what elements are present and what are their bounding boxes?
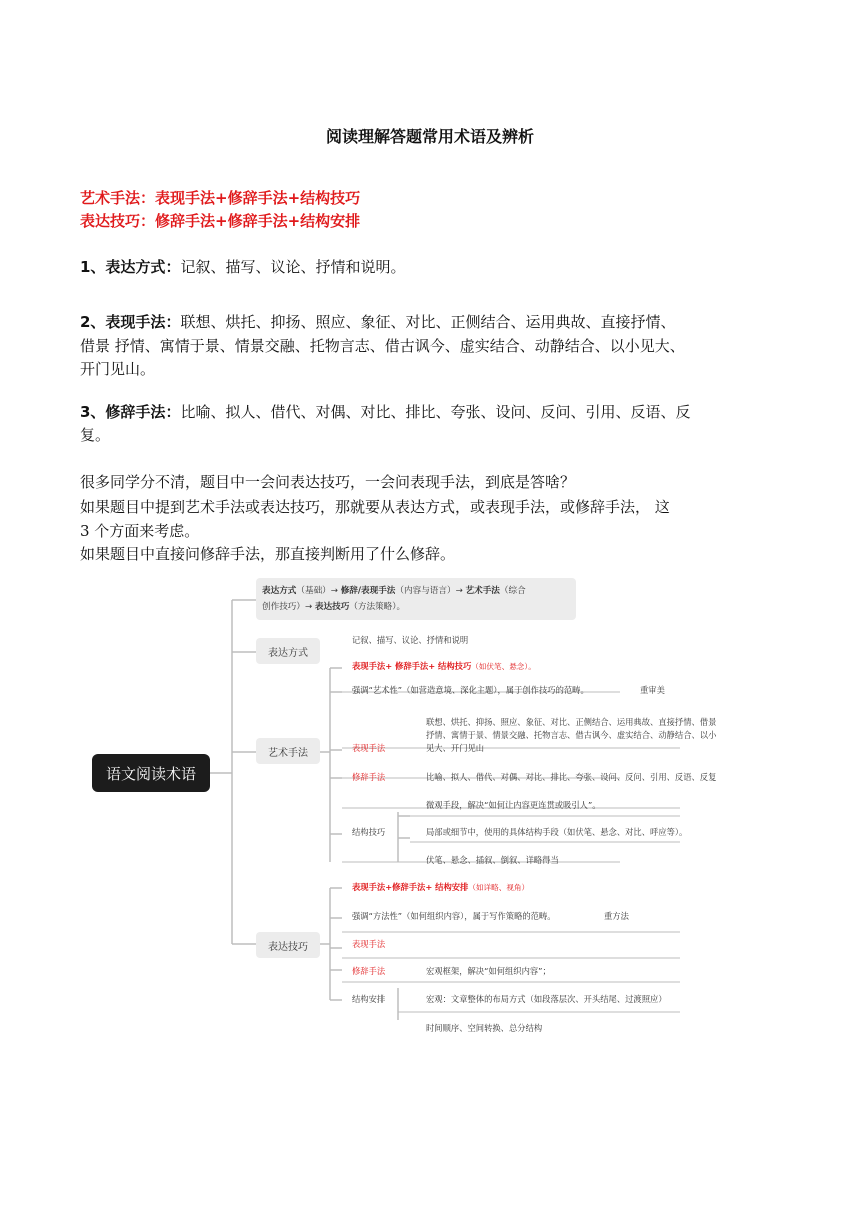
paragraph-line: 很多同学分不清，题目中一会问表达技巧，一会问表现手法，到底是答啥？: [80, 473, 576, 491]
skill-sub-structure: 结构安排: [352, 994, 386, 1004]
expression-skill-emphasis: 强调“方法性”（如何组织内容），属于写作策略的范畴。: [352, 911, 556, 921]
item-rhetoric: [80, 400, 780, 424]
item-heading: 2、表现手法：: [80, 313, 181, 331]
art-sub-expression-text-1: 联想、烘托、抑扬、照应、象征、对比、正侧结合、运用典故、直接抒情、借景: [426, 717, 717, 727]
paragraph-line: 如果题目中直接问修辞手法，那直接判断用了什么修辞。: [80, 545, 456, 563]
branch-expression-skill: 表达技巧: [256, 932, 320, 958]
art-sub-expression-text-2: 抒情、寓情于景、情景交融、托物言志、借古讽今、虚实结合、动静结合、以小: [426, 730, 717, 740]
item-body-cont: 借景 抒情、寓情于景、情景交融、托物言志、借古讽今、虚实结合、动静结合、以小见大、: [80, 337, 685, 355]
art-technique-tag: 重审美: [640, 685, 665, 695]
expression-skill-formula: 表达技巧：修辞手法+修辞手法+结构安排: [80, 212, 361, 230]
summary-term: 表达技巧: [314, 602, 350, 612]
item-body: 记叙、描写、议论、抒情和说明。: [180, 258, 406, 276]
summary-term: 表达方式: [262, 586, 297, 596]
summary-note: （基础）→: [296, 586, 341, 596]
expression-skill-tag: 重方法: [604, 911, 629, 921]
branch-expression-mode: 表达方式: [256, 638, 320, 664]
expression-skill-formula-node: [352, 881, 529, 894]
branch-expression-mode-text: 记叙、描写、议论、抒情和说明: [352, 635, 469, 645]
art-sub-expression-text-3: 见大、开门见山: [426, 743, 485, 753]
skill-sub-rhetoric-text: 宏观框架，解决“如何组织内容”；: [426, 966, 551, 976]
formula-note: （如详略、视角）: [468, 883, 530, 892]
art-sub-structure-text-1: 微观手段，解决“如何让内容更连贯或吸引人”。: [426, 800, 601, 810]
summary-note: 创作技巧）→: [262, 602, 315, 612]
art-sub-rhetoric-text: 比喻、拟人、借代、对偶、对比、排比、夸张、设问、反问、引用、反语、反复: [426, 772, 717, 782]
skill-sub-structure-text-1: 宏观：文章整体的布局方式（如段落层次、开头结尾、过渡照应）: [426, 994, 667, 1004]
item-body: 联想、烘托、抑扬、照应、象征、对比、正侧结合、运用典故、直接抒情、: [180, 313, 676, 331]
summary-term: 艺术手法: [465, 586, 500, 596]
summary-note: （内容与语言）→: [395, 586, 466, 596]
art-sub-expression-technique: 表现手法: [352, 743, 386, 753]
item-expression-mode: [80, 255, 780, 279]
item-heading: 3、修辞手法：: [80, 403, 181, 421]
item-expression-technique: [80, 310, 780, 334]
skill-sub-expression-technique: 表现手法: [352, 939, 386, 949]
formula-text: 表现手法+修辞手法+ 结构安排: [352, 882, 469, 892]
paragraph-line: 如果题目中提到艺术手法或表达技巧，那就要从表达方式，或表现手法，或修辞手法， 这: [80, 498, 670, 516]
branch-art-technique: 艺术手法: [256, 738, 320, 764]
art-technique-formula-node: [352, 660, 536, 673]
summary-line-2: [262, 601, 405, 614]
art-sub-rhetoric: 修辞手法: [352, 772, 386, 782]
page-title: 阅读理解答题常用术语及辨析: [325, 127, 534, 146]
summary-note: （综合: [499, 586, 526, 596]
mind-map: [80, 572, 780, 1033]
formula-text: 表现手法+ 修辞手法+ 结构技巧: [352, 661, 472, 671]
art-technique-emphasis: 强调“艺术性”（如营造意境、深化主题），属于创作技巧的范畴。: [352, 685, 589, 695]
summary-box: [256, 578, 576, 620]
mind-map-root: 语文阅读术语: [92, 754, 210, 792]
item-body-cont: 开门见山。: [80, 360, 156, 378]
skill-sub-structure-text-2: 时间顺序、空间转换、总分结构: [426, 1023, 543, 1033]
paragraph-line: 3 个方面来考虑。: [80, 522, 200, 540]
item-body: 比喻、拟人、借代、对偶、对比、排比、夸张、设问、反问、引用、反语、反: [180, 403, 691, 421]
art-sub-structure: 结构技巧: [352, 827, 386, 837]
art-sub-structure-text-3: 伏笔、悬念、插叙、倒叙、详略得当: [426, 855, 559, 865]
summary-line-1: [262, 585, 526, 598]
summary-note: （方法策略）。: [349, 602, 406, 612]
item-body-cont: 复。: [80, 426, 111, 444]
art-sub-structure-text-2: 局部或细节中，使用的具体结构手段（如伏笔、悬念、对比、呼应等）。: [426, 827, 688, 837]
formula-note: （如伏笔、悬念）。: [471, 662, 536, 671]
art-technique-formula: 艺术手法：表现手法+修辞手法+结构技巧: [80, 189, 361, 207]
skill-sub-rhetoric: 修辞手法: [352, 966, 386, 976]
summary-term: 修辞/表现手法: [340, 586, 396, 596]
item-heading: 1、表达方式：: [80, 258, 181, 276]
